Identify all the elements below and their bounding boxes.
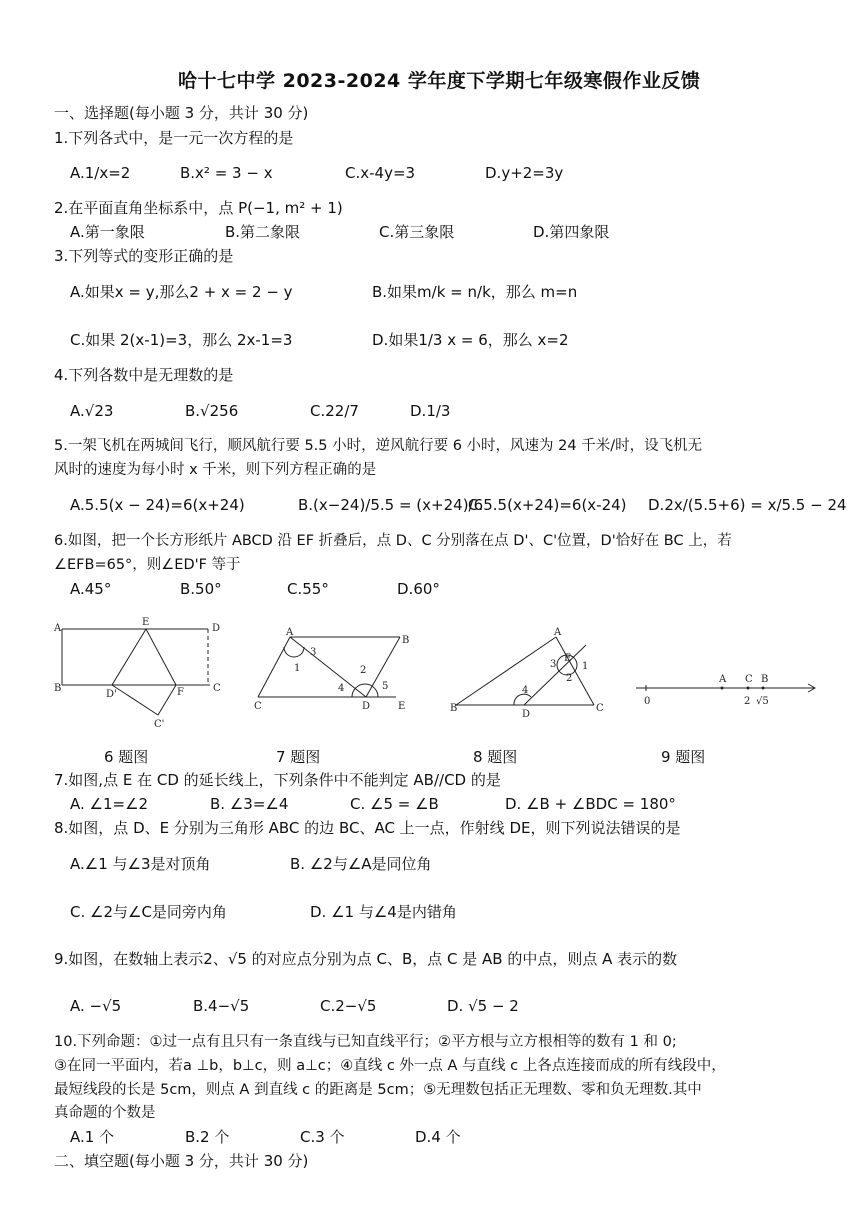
question-10-line-3: 最短线段的长是 5cm，则点 A 到直线 c 的距离是 5cm；⑤无理数包括正无理数、零和负无理数.其中 — [54, 1082, 702, 1098]
fig9-label-root5: √5 — [756, 696, 769, 707]
fig8-angle-1: 1 — [582, 661, 589, 672]
figure-8-caption: 8 题图 — [473, 748, 518, 766]
fig7-angle-1: 1 — [294, 663, 301, 674]
question-7-option-c: C. ∠5 = ∠B — [350, 795, 439, 813]
fig6-label-b: B — [54, 683, 62, 694]
question-6-stem-line-1: 6.如图，把一个长方形纸片 ABCD 沿 EF 折叠后，点 D、C 分别落在点 D'、C'位置，D'恰好在 BC 上，若 — [54, 533, 732, 549]
question-4-option-d: D.1/3 — [410, 402, 451, 420]
page-title: 哈十七中学 2023-2024 学年度下学期七年级寒假作业反馈 — [178, 70, 701, 92]
question-7-option-b: B. ∠3=∠4 — [210, 795, 289, 813]
fig9-label-two: 2 — [744, 696, 751, 707]
fig8-angle-3: 3 — [550, 659, 557, 670]
section-heading-choice: 一、选择题(每小题 3 分，共计 30 分) — [54, 104, 309, 122]
figure-7 — [248, 625, 418, 715]
fig6-label-e: E — [142, 617, 150, 628]
question-9-stem: 9.如图，在数轴上表示2、√5 的对应点分别为点 C、B，点 C 是 AB 的中点，则点 A 表示的数 — [54, 950, 678, 968]
question-1-option-c: C.x-4y=3 — [345, 164, 416, 182]
question-10-line-4: 真命题的个数是 — [54, 1105, 156, 1121]
fig8-label-c: C — [596, 703, 604, 714]
fig9-label-c: C — [745, 674, 753, 685]
question-8-option-c: C. ∠2与∠C是同旁内角 — [70, 903, 227, 921]
question-10-line-2: ③在同一平面内，若a ⊥b，b⊥c，则 a⊥c；④直线 c 外一点 A 与直线 c 上各点连接而成的所有线段中， — [54, 1058, 726, 1074]
fig6-label-d-prime: D' — [106, 689, 117, 700]
question-10-option-d: D.4 个 — [415, 1128, 461, 1146]
fig6-label-d: D — [212, 623, 221, 634]
question-10-option-c: C.3 个 — [300, 1128, 345, 1146]
question-6-option-b: B.50° — [180, 580, 222, 598]
question-1-option-b: B.x² = 3 − x — [180, 164, 273, 182]
question-4-option-b: B.√256 — [185, 402, 239, 420]
fig8-label-d: D — [522, 709, 531, 720]
question-3-option-d: D.如果1/3 x = 6，那么 x=2 — [372, 331, 569, 349]
fig9-label-a: A — [719, 674, 727, 685]
fig7-label-d: D — [362, 701, 371, 712]
question-2-option-d: D.第四象限 — [533, 223, 610, 241]
question-9-option-d: D. √5 − 2 — [447, 997, 519, 1015]
question-9-option-b: B.4−√5 — [193, 997, 250, 1015]
question-3-option-c: C.如果 2(x-1)=3，那么 2x-1=3 — [70, 331, 293, 349]
fig8-label-a: A — [554, 627, 562, 638]
question-8-option-a: A.∠1 与∠3是对顶角 — [70, 855, 211, 873]
question-7-option-d: D. ∠B + ∠BDC = 180° — [505, 795, 676, 813]
fig7-angle-2: 2 — [360, 665, 367, 676]
question-8-option-d: D. ∠1 与∠4是内错角 — [310, 903, 457, 921]
fig6-label-f: F — [177, 687, 184, 698]
figure-7-caption: 7 题图 — [276, 748, 321, 766]
question-5-stem-line-1: 5.一架飞机在两城间飞行，顺风航行要 5.5 小时，逆风航行要 6 小时，风速为 24 千米/时，设飞机无 — [54, 438, 703, 454]
question-7-option-a: A. ∠1=∠2 — [70, 795, 149, 813]
question-1-option-d: D.y+2=3y — [485, 164, 564, 182]
question-8-stem: 8.如图，点 D、E 分别为三角形 ABC 的边 BC、AC 上一点，作射线 DE，则下列说法错误的是 — [54, 819, 681, 837]
question-2-stem: 2.在平面直角坐标系中，点 P(−1, m² + 1) — [54, 199, 343, 217]
fig6-label-c: C — [213, 683, 221, 694]
fig6-label-a: A — [54, 623, 62, 634]
question-1-stem: 1.下列各式中，是一元一次方程的是 — [54, 129, 294, 147]
question-9-option-a: A. −√5 — [70, 997, 122, 1015]
question-5-option-a: A.5.5(x − 24)=6(x+24) — [70, 496, 245, 514]
fig8-label-e: E — [564, 653, 572, 664]
fig8-label-b: B — [450, 703, 458, 714]
question-3-option-a: A.如果x = y,那么2 + x = 2 − y — [70, 283, 293, 301]
question-6-option-a: A.45° — [70, 580, 112, 598]
figure-9-caption: 9 题图 — [661, 748, 706, 766]
fig9-label-zero: 0 — [644, 696, 651, 707]
question-5-option-c: C.5.5(x+24)=6(x-24) — [468, 496, 627, 514]
fig7-label-b: B — [402, 635, 410, 646]
question-5-option-d: D.2x/(5.5+6) = x/5.5 − 24 — [648, 496, 847, 514]
section-heading-fill-blank: 二、填空题(每小题 3 分，共计 30 分) — [54, 1152, 309, 1170]
fig7-label-a: A — [286, 627, 294, 638]
question-4-option-a: A.√23 — [70, 402, 114, 420]
fig6-label-c-prime: C' — [154, 719, 165, 730]
question-2-option-c: C.第三象限 — [379, 223, 455, 241]
question-2-option-a: A.第一象限 — [70, 223, 145, 241]
question-10-option-a: A.1 个 — [70, 1128, 115, 1146]
figure-6 — [50, 615, 230, 730]
question-4-stem: 4.下列各数中是无理数的是 — [54, 366, 234, 384]
question-10-line-1: 10.下列命题：①过一点有且只有一条直线与已知直线平行；②平方根与立方根相等的数有 1 和 0; — [54, 1034, 677, 1050]
fig8-angle-4: 4 — [522, 685, 529, 696]
question-10-option-b: B.2 个 — [185, 1128, 230, 1146]
question-3-stem: 3.下列等式的变形正确的是 — [54, 247, 234, 265]
fig8-angle-2: 2 — [566, 673, 573, 684]
question-1-option-a: A.1/x=2 — [70, 164, 131, 182]
figure-8 — [446, 625, 616, 720]
question-6-option-c: C.55° — [287, 580, 329, 598]
fig7-angle-3: 3 — [310, 647, 317, 658]
fig7-label-c: C — [254, 701, 262, 712]
question-8-option-b: B. ∠2与∠A是同位角 — [290, 855, 432, 873]
question-6-option-d: D.60° — [397, 580, 440, 598]
question-7-stem: 7.如图,点 E 在 CD 的延长线上，下列条件中不能判定 AB//CD 的是 — [54, 771, 501, 789]
fig7-label-e: E — [398, 701, 406, 712]
question-5-option-b: B.(x−24)/5.5 = (x+24)/6 — [298, 496, 484, 514]
figure-9 — [632, 668, 822, 713]
question-4-option-c: C.22/7 — [310, 402, 359, 420]
question-2-option-b: B.第二象限 — [225, 223, 301, 241]
question-3-option-b: B.如果m/k = n/k，那么 m=n — [372, 283, 578, 301]
question-6-stem-line-2: ∠EFB=65°，则∠ED'F 等于 — [54, 557, 241, 573]
fig9-label-b: B — [761, 674, 769, 685]
fig7-angle-5: 5 — [382, 681, 389, 692]
question-5-stem-line-2: 风时的速度为每小时 x 千米，则下列方程正确的是 — [54, 462, 377, 478]
fig7-angle-4: 4 — [338, 683, 345, 694]
question-9-option-c: C.2−√5 — [320, 997, 377, 1015]
figure-6-caption: 6 题图 — [104, 748, 149, 766]
